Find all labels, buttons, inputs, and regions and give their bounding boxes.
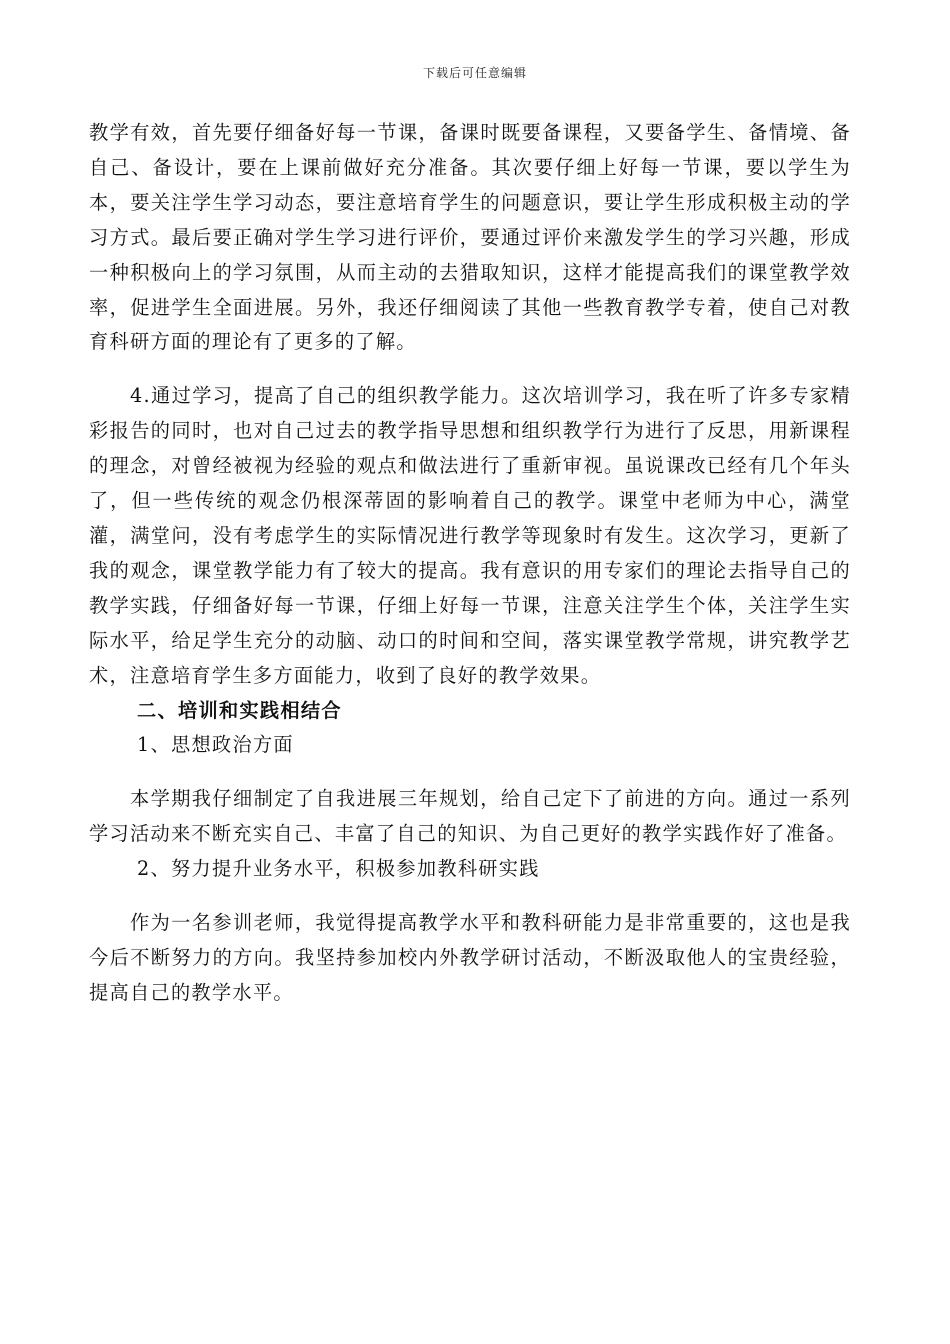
paragraph-professional: 作为一名参训老师，我觉得提高教学水平和教科研能力是非常重要的，这也是我今后不断努力的方向。我坚持参加校内外教学研讨活动，不断汲取他人的宝贵经验，提高自己的教学水平。 <box>89 911 851 1004</box>
subheading-2: 2、努力提升业务水平，积极参加教科研实践 <box>137 857 540 881</box>
paragraph-political: 本学期我仔细制定了自我进展三年规划，给自己定下了前进的方向。通过一系列学习活动来不断充实自己、丰富了自己的知识、为自己更好的教学实践作好了准备。 <box>89 787 851 846</box>
paragraph-point-4: 4.通过学习，提高了自己的组织教学能力。这次培训学习，我在听了许多专家精彩报告的同时，也对自己过去的教学指导思想和组织教学行为进行了反思，用新课程的理念，对曾经被视为经验的观点和做法进行了重新审视。虽说课改已经有几个年头了，但一些传统的观念仍根深蒂固的影响着自己的教学。课堂中老师为中心，满堂灌，满堂问，没有考虑学生的实际情况进行教学等现象时有发生。这次学习，更新了我的观念，课堂教学能力有了较大的提高。我有意识的用专家们的理论去指导自己的教学实践，仔细备好每一节课，仔细上好每一节课，注意关注学生个体，关注学生实际水平，给足学生充分的动脑、动口的时间和空间，落实课堂教学常规，讲究教学艺术，注意培育学生多方面能力，收到了良好的教学效果。 <box>89 384 851 687</box>
page-header: 下载后可任意编辑 <box>422 66 527 80</box>
section-heading-2: 二、培训和实践相结合 <box>137 698 342 722</box>
subheading-1: 1、思想政治方面 <box>137 733 294 757</box>
paragraph-continued: 教学有效，首先要仔细备好每一节课，备课时既要备课程，又要备学生、备情境、备自己、备设计，要在上课前做好充分准备。其次要仔细上好每一节课，要以学生为本，要关注学生学习动态，要注意培育学生的问题意识，要让学生形成积极主动的学习方式。最后要正确对学生学习进行评价，要通过评价来激发学生的学习兴趣，形成一种积极向上的学习氛围，从而主动的去猎取知识，这样才能提高我们的课堂教学效率，促进学生全面进展。另外，我还仔细阅读了其他一些教育教学专着，使自己对教育科研方面的理论有了更多的了解。 <box>89 121 851 354</box>
document-body <box>89 116 851 1011</box>
